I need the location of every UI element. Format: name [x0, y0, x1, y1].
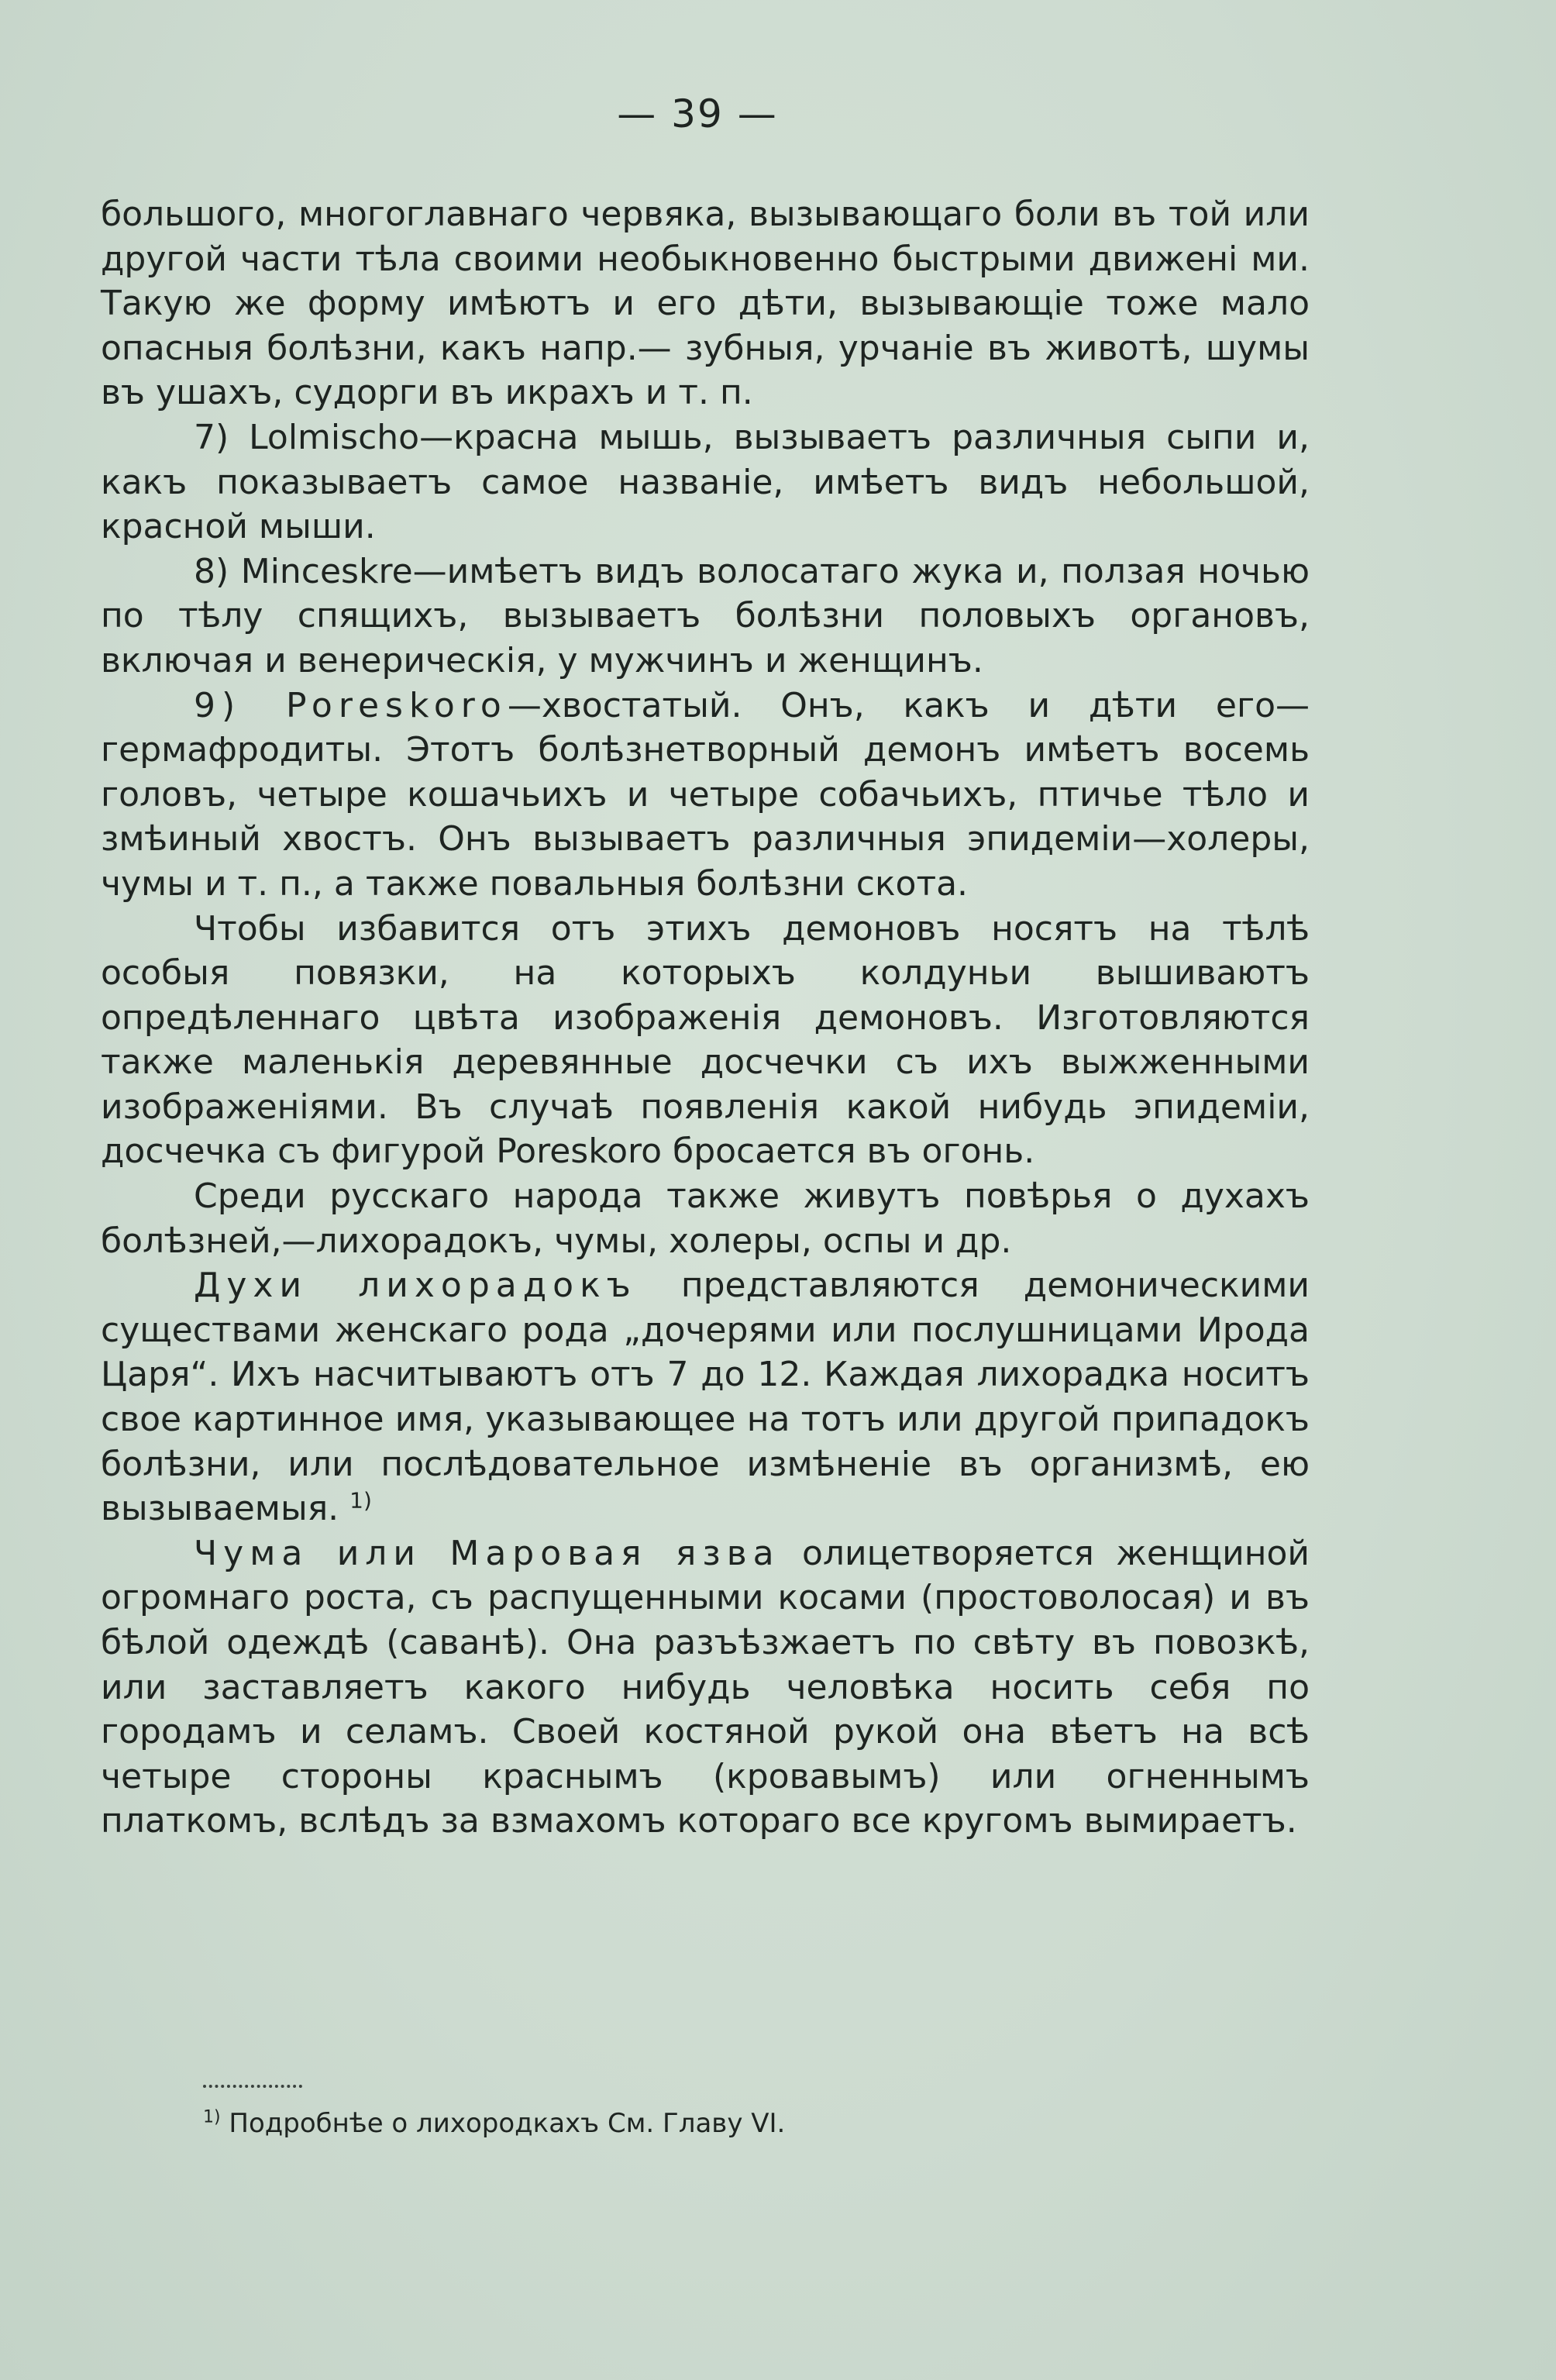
paragraph-plague-text: олицетворяется женщиной огромнаго роста, съ распущенными косами (простоволосая) и въ бѣлой одеждѣ (саванѣ). Она разъѣзжаетъ по свѣту въ повозкѣ, или заставляетъ какого нибудь человѣка носить себя по городамъ и селамъ. Своей костяной рукой она вѣетъ на всѣ четыре стороны краснымъ (кровавымъ) или огненнымъ платкомъ, вслѣдъ за взмахомъ котораго все кругомъ вымираетъ. [101, 1533, 1310, 1841]
paragraph-minceskre: 8) Minceskre—имѣетъ видъ волосатаго жука и, ползая ночью по тѣлу спящихъ, вызываетъ болѣзни половыхъ органовъ, включая и венерическія, у мужчинъ и женщинъ. [101, 551, 1310, 680]
paragraph-fever-spirits [101, 1263, 1310, 1531]
footnote-marker: 1) [203, 2107, 221, 2127]
paragraph-plague [101, 1531, 1310, 1844]
paragraph-lolmischo: 7) Lolmischo—красна мышь, вызываетъ различныя сыпи и, какъ показываетъ самое названіе, имѣетъ видъ небольшой, красной мыши. [101, 417, 1310, 547]
paragraph-poreskoro-text: —хвостатый. Онъ, какъ и дѣти его—гермафродиты. Этотъ болѣзнетворный демонъ имѣетъ восемь головъ, четыре кошачьихъ и четыре собачьихъ, птичье тѣло и змѣиный хвостъ. Онъ вызываетъ различныя эпидеміи—холеры, чумы и т. п., а также повальныя болѣзни скота. [101, 685, 1310, 904]
paragraph-poreskoro [101, 684, 1310, 907]
paragraph-russian-beliefs: Среди русскаго народа также живутъ повѣрья о духахъ болѣзней,—лихорадокъ, чумы, холеры, оспы и др. [101, 1176, 1310, 1261]
page-number: — 39 — [617, 91, 778, 136]
demon-name-poreskoro: 9) Poreskoro [194, 685, 508, 725]
footnote [203, 2106, 785, 2141]
body-text [101, 192, 1310, 1844]
footnote-reference[interactable]: 1) [349, 1487, 372, 1514]
paragraph-amulets: Чтобы избавится отъ этихъ демоновъ носятъ на тѣлѣ особыя повязки, на которыхъ колдуньи вышиваютъ опредѣленнаго цвѣта изображенія демоновъ. Изготовляются также маленькія деревянные досчечки съ ихъ выжженными изображеніями. Въ случаѣ появленія какой нибудь эпидеміи, досчечка съ фигурой Poreskoro бросается въ огонь. [101, 908, 1310, 1172]
paragraph-fever-spirits-text: представляются демоническими существами женскаго рода „дочерями или послушницами Ирода Царя“. Ихъ насчитываютъ отъ 7 до 12. Каждая лихорадка носитъ свое картинное имя, указывающее на тотъ или другой припадокъ болѣзни, или послѣдовательное измѣненіе въ организмѣ, ею вызываемыя. [101, 1266, 1310, 1529]
term-plague: Чума или Маровая язва [194, 1533, 780, 1573]
term-fever-spirits: Духи лихорадокъ [194, 1266, 637, 1306]
footnote-divider [203, 2085, 302, 2088]
paragraph-continuation: большого, многоглавнаго червяка, вызывающаго боли въ той или другой части тѣла своими необыкновенно быстрыми движені ми. Такую же форму имѣютъ и его дѣти, вызывающіе тоже мало опасныя болѣзни, какъ напр.— зубныя, урчаніе въ животѣ, шумы въ ушахъ, судорги въ икрахъ и т. п. [101, 195, 1310, 413]
footnote-text: Подробнѣе о лихородкахъ См. Главу VI. [220, 2108, 786, 2139]
